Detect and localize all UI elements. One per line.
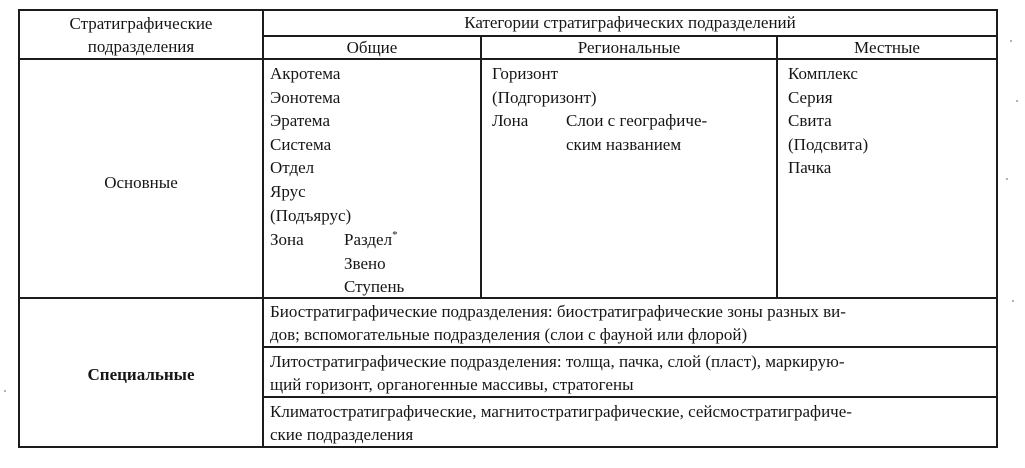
special-litho-line1: Литостратиграфические подразделения: толща, пачка, слой (пласт), маркирую- xyxy=(270,352,845,371)
scan-speck xyxy=(1006,178,1008,180)
table-border-top xyxy=(18,9,998,11)
scan-speck xyxy=(4,390,6,392)
header-bottom-rule xyxy=(18,58,998,60)
zone-item-step: Ступень xyxy=(344,277,405,296)
special-climate-line2: ские подразделения xyxy=(270,425,414,444)
special-climate-line1: Климатостратиграфические, магнитостратиграфические, сейсмостратиграфиче- xyxy=(270,402,852,421)
local-item: Пачка xyxy=(788,158,832,178)
general-item: Ярус xyxy=(270,181,306,201)
regional-local-divider xyxy=(776,35,778,299)
scan-speck xyxy=(1012,300,1014,302)
general-regional-divider xyxy=(480,35,482,299)
regional-lona: Лона xyxy=(492,111,529,130)
local-item: (Подсвита) xyxy=(788,134,869,154)
regional-subhorizon: (Подгоризонт) xyxy=(492,88,597,107)
general-item: (Подъярус) xyxy=(270,205,352,225)
general-item: Отдел xyxy=(270,158,315,178)
scan-speck xyxy=(1016,100,1018,102)
header-categories-title: Категории стратиграфических подразделений xyxy=(464,13,796,32)
header-col-regional: Региональные xyxy=(577,38,681,57)
special-climate xyxy=(270,400,852,446)
general-item: Эонотема xyxy=(270,87,341,107)
header-col-local: Местные xyxy=(854,38,920,57)
regional-horizon: Горизонт xyxy=(492,64,559,83)
special-bio-line1: Биостратиграфические подразделения: биостратиграфические зоны разных ви- xyxy=(270,302,846,321)
main-row-label: Основные xyxy=(104,173,178,192)
zone-item-section-text: Раздел xyxy=(344,230,393,249)
zone-label: Зона xyxy=(270,230,304,249)
zone-item-section xyxy=(344,229,398,253)
header-subdivisions-line1: Стратиграфические xyxy=(69,14,213,33)
special-litho xyxy=(270,350,844,396)
label-column-divider xyxy=(262,9,264,448)
zone-item-link: Звено xyxy=(344,254,386,273)
local-item: Серия xyxy=(788,87,833,107)
local-list xyxy=(788,62,868,180)
special-row-divider-1 xyxy=(262,346,998,348)
special-row-label: Специальные xyxy=(87,365,195,384)
header-col-general: Общие xyxy=(346,38,398,57)
general-item: Эратема xyxy=(270,111,330,131)
special-bio-line2: дов; вспомогательные подразделения (слои с фауной или флорой) xyxy=(270,325,748,344)
general-list xyxy=(270,62,351,227)
special-row-divider-2 xyxy=(262,396,998,398)
main-special-divider xyxy=(18,297,998,299)
footnote-mark: * xyxy=(392,229,398,241)
table-border-bottom xyxy=(18,446,998,448)
special-litho-line2: щий горизонт, органогенные массивы, стратогены xyxy=(270,375,634,394)
local-item: Свита xyxy=(788,111,832,131)
general-item: Система xyxy=(270,134,332,154)
regional-layers-line2: ским названием xyxy=(566,135,682,154)
local-item: Комплекс xyxy=(788,64,858,83)
scan-speck xyxy=(1010,40,1012,42)
table-border-right xyxy=(996,9,998,448)
special-bio xyxy=(270,300,846,346)
general-item: Акротема xyxy=(270,64,341,83)
header-subdivisions-line2: подразделения xyxy=(87,37,195,56)
regional-layers-line1: Слои с географиче- xyxy=(566,111,708,130)
